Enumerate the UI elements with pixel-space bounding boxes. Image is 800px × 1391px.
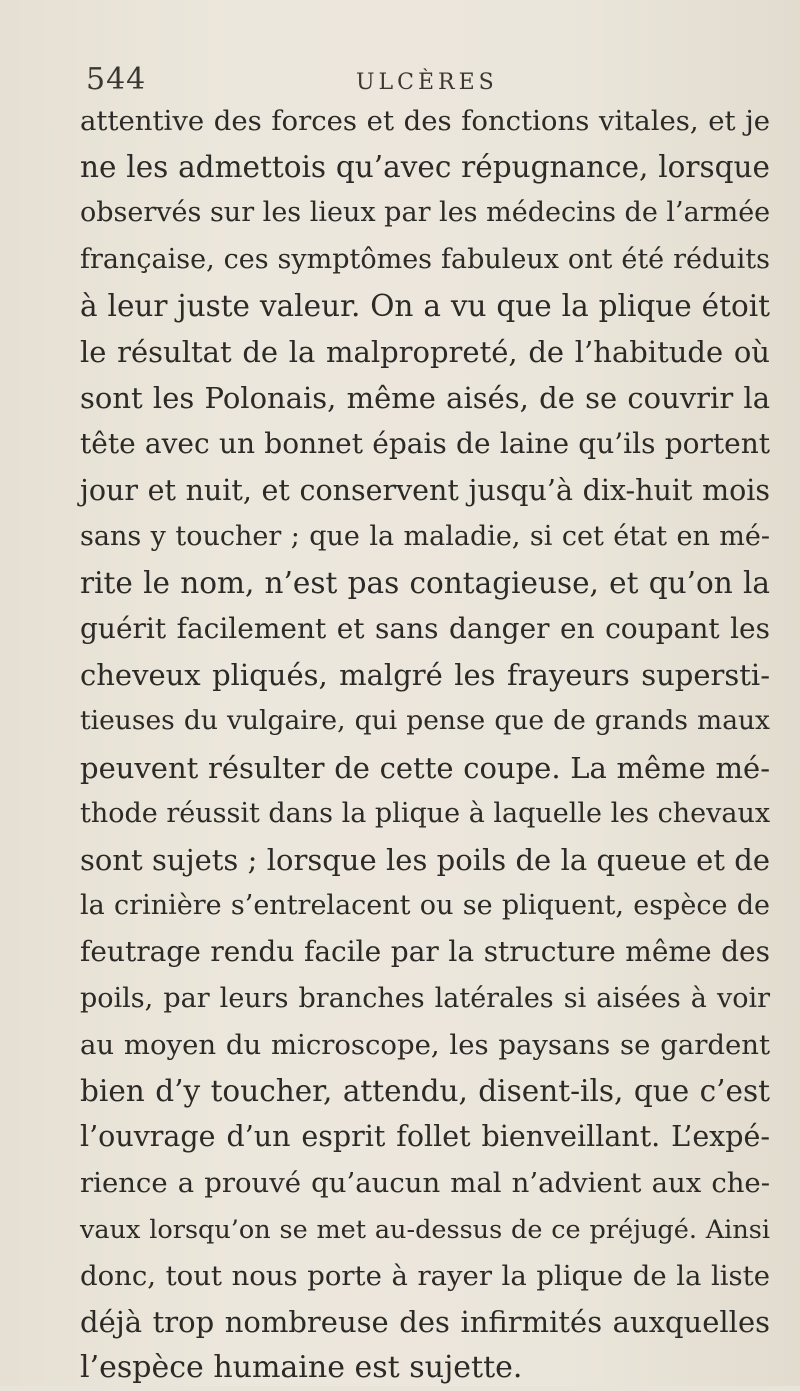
text-line: peuvent résulter de cette coupe. La même mé- [80, 750, 770, 785]
text-line: sont sujets ; lorsque les poils de la queue et de [80, 843, 770, 877]
text-line: bien d’y toucher, attendu, disent-ils, que c’est [80, 1073, 770, 1108]
text-line: donc, tout nous porte à rayer la plique de la liste [80, 1259, 770, 1292]
text-line: feutrage rendu facile par la structure même des [80, 935, 770, 969]
running-head: ULCÈRES [356, 70, 498, 95]
text-line: le résultat de la malpropreté, de l’habitude où [80, 334, 770, 369]
text-line: à leur juste valeur. On a vu que la plique étoit [80, 288, 770, 323]
text-line: attentive des forces et des fonctions vitales, et je [80, 105, 770, 137]
text-line: la crinière s’entrelacent ou se pliquent, espèce de [80, 890, 770, 922]
text-line: cheveux pliqués, malgré les frayeurs supersti- [80, 658, 770, 693]
text-line: rite le nom, n’est pas contagieuse, et qu’on la [80, 565, 770, 600]
text-line: déjà trop nombreuse des infirmités auxquelles [80, 1304, 770, 1339]
text-line: au moyen du microscope, les paysans se gardent [80, 1028, 770, 1061]
text-line: observés sur les lieux par les médecins de l’armée [80, 197, 771, 229]
text-line: ne les admettois qu’avec répugnance, lorsque [80, 150, 770, 185]
text-line: l’espèce humaine est sujette. [80, 1350, 523, 1386]
text-line: guérit facilement et sans danger en coupant les [80, 612, 770, 646]
text-line: française, ces symptômes fabuleux ont été réduits [80, 243, 770, 275]
text-line: poils, par leurs branches latérales si aisées à voir [80, 982, 770, 1014]
text-line: tête avec un bonnet épais de laine qu’ils portent [80, 427, 770, 461]
text-line: sont les Polonais, même aisés, de se couvrir la [80, 381, 770, 416]
page-header [86, 62, 746, 102]
body-text [80, 98, 770, 1391]
text-line: tieuses du vulgaire, qui pense que de grands maux [80, 705, 770, 737]
text-line: vaux lorsqu’on se met au-dessus de ce préjugé. Ainsi [80, 1214, 770, 1245]
text-line: rience a prouvé qu’aucun mal n’advient aux che- [80, 1167, 770, 1200]
text-line: sans y toucher ; que la maladie, si cet état en mé- [80, 520, 770, 552]
page-number: 544 [86, 62, 147, 97]
text-line: l’ouvrage d’un esprit follet bienveillant. L’expé- [80, 1120, 770, 1154]
text-line: thode réussit dans la plique à laquelle les chevaux [80, 797, 771, 829]
text-line: jour et nuit, et conservent jusqu’à dix-huit mois [80, 473, 770, 507]
